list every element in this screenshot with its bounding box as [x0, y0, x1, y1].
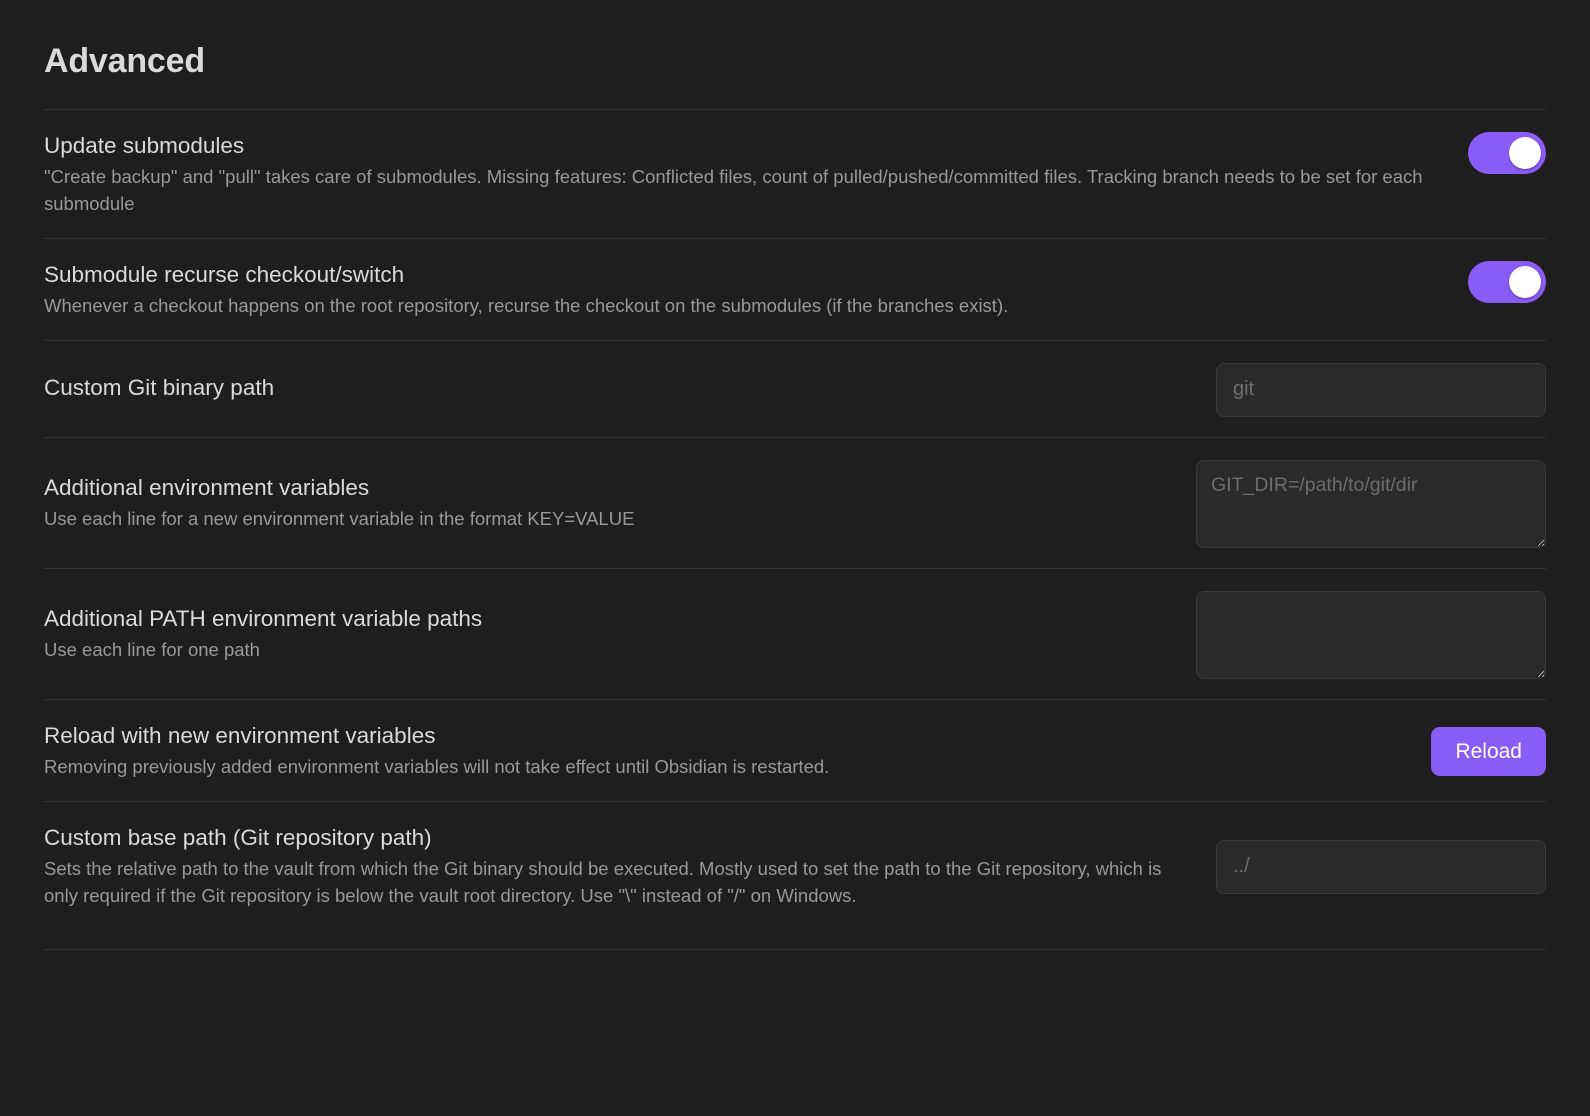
setting-description: Sets the relative path to the vault from which the Git binary should be executed. Mostly used to set the path to the Git repository, which is only required if the Git repository is below the vault root directory. Use "\" instead of "/" on Windows.: [44, 857, 1162, 906]
custom-base-path-input[interactable]: [1216, 840, 1546, 894]
setting-control: [1468, 132, 1546, 174]
additional-path-variables-textarea[interactable]: [1196, 591, 1546, 679]
setting-name: Reload with new environment variables: [44, 722, 436, 748]
setting-description: Use each line for one path: [44, 639, 260, 661]
setting-control: [1196, 460, 1546, 548]
setting-description: Whenever a checkout happens on the root repository, recurse the checkout on the submodules (if the branches exist).: [44, 294, 1009, 316]
setting-info: [44, 261, 1444, 320]
setting-custom-git-binary-path: [44, 340, 1546, 437]
setting-control: [1431, 727, 1546, 776]
setting-name: Additional environment variables: [44, 475, 370, 501]
setting-info: [44, 605, 1172, 664]
setting-submodule-recurse-checkout: [44, 238, 1546, 340]
section-divider: [44, 949, 1546, 950]
custom-git-binary-path-input[interactable]: [1216, 363, 1546, 417]
page-title: Advanced: [44, 42, 205, 80]
setting-name: Custom Git binary path: [44, 374, 275, 400]
setting-control: [1468, 261, 1546, 303]
setting-info: [44, 722, 1407, 781]
setting-name: Submodule recurse checkout/switch: [44, 261, 405, 287]
setting-name: Additional PATH environment variable paths: [44, 606, 483, 632]
setting-info: [44, 474, 1172, 533]
setting-name: Custom base path (Git repository path): [44, 824, 432, 850]
setting-additional-env-variables: [44, 437, 1546, 568]
additional-env-variables-textarea[interactable]: [1196, 460, 1546, 548]
setting-description: Use each line for a new environment variable in the format KEY=VALUE: [44, 508, 635, 530]
setting-control: [1196, 591, 1546, 679]
setting-info: [44, 374, 1192, 406]
setting-control: [1216, 363, 1546, 417]
setting-description: Removing previously added environment variables will not take effect until Obsidian is restarted.: [44, 755, 830, 777]
setting-name: Update submodules: [44, 133, 245, 158]
setting-control: [1216, 840, 1546, 894]
setting-additional-path-variables: [44, 568, 1546, 699]
reload-button[interactable]: Reload: [1431, 727, 1546, 776]
toggle-knob-icon: [1509, 266, 1541, 298]
setting-info: [44, 132, 1444, 218]
toggle-submodule-recurse-checkout[interactable]: [1468, 261, 1546, 303]
setting-custom-base-path: [44, 801, 1546, 930]
setting-reload-env-variables: [44, 699, 1546, 801]
toggle-knob-icon: [1509, 137, 1541, 169]
setting-update-submodules: [44, 109, 1546, 238]
toggle-update-submodules[interactable]: [1468, 132, 1546, 174]
setting-description: "Create backup" and "pull" takes care of submodules. Missing features: Conflicted files, count of pulled/pushed/committed files. Tracking branch needs to be set for each submodule: [44, 166, 1423, 214]
setting-info: [44, 824, 1192, 910]
